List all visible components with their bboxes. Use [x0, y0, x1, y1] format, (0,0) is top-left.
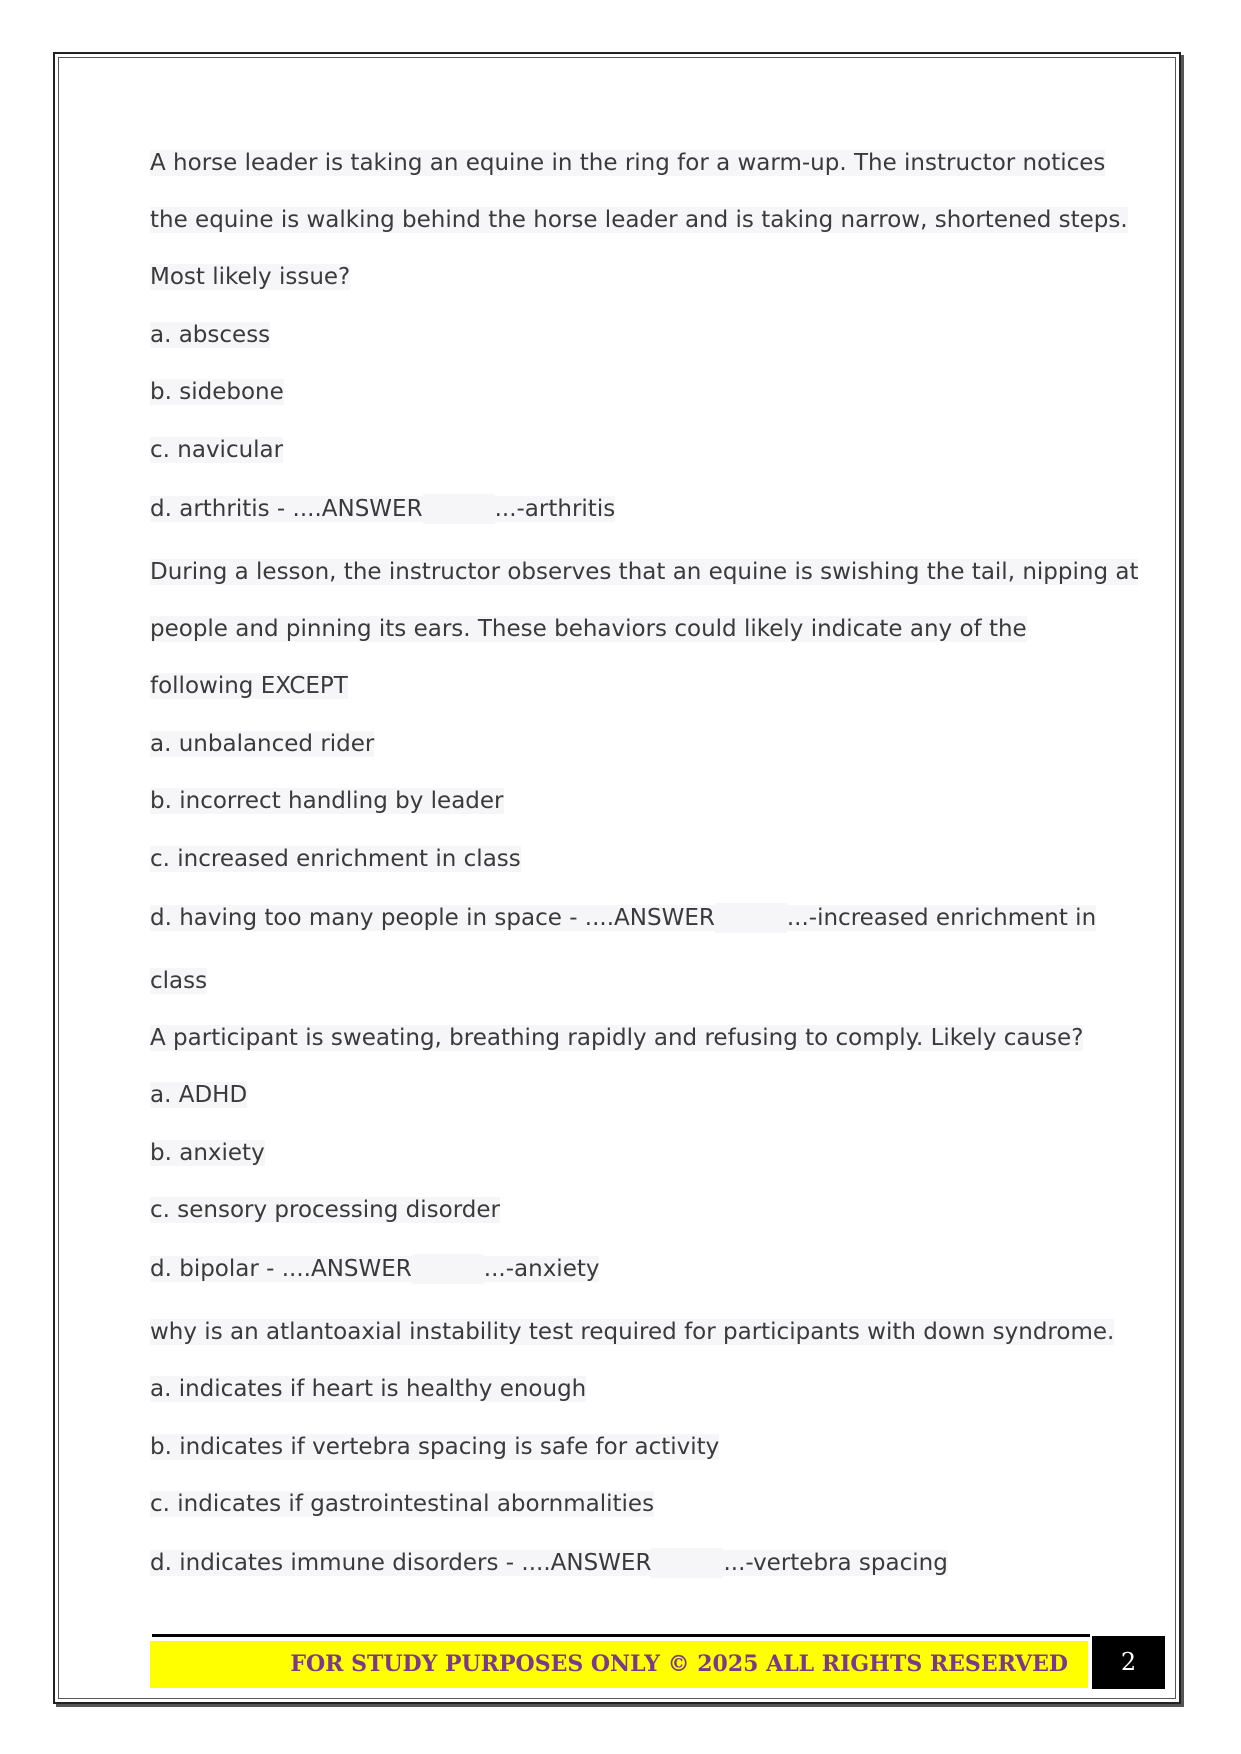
question-3-stem-line-1: A participant is sweating, breathing rapidly and refusing to comply. Likely cause? [150, 1025, 1084, 1051]
question-2-stem-line-1: During a lesson, the instructor observes that an equine is swishing the tail, nipping at [150, 559, 1139, 585]
question-2-option-a: a. unbalanced rider [150, 731, 375, 757]
question-2-stem-line-3: following EXCEPT [150, 673, 348, 699]
question-2-stem-line-2: people and pinning its ears. These behaviors could likely indicate any of the [150, 616, 1027, 642]
question-3-answer: ...-anxiety [483, 1256, 600, 1282]
question-1-option-d-answer: d. arthritis - ....ANSWER ...-arthritis [150, 496, 616, 522]
question-2-option-d-answer: d. having too many people in space - ....ANSWER ...-increased enrichment in [150, 905, 1097, 931]
page-number: 2 [1092, 1636, 1165, 1689]
question-1-stem-line-1: A horse leader is taking an equine in the ring for a warm-up. The instructor notices [150, 150, 1106, 176]
question-2-option-b: b. incorrect handling by leader [150, 788, 504, 814]
question-4-option-a: a. indicates if heart is healthy enough [150, 1376, 587, 1402]
question-3-option-c: c. sensory processing disorder [150, 1197, 500, 1223]
question-4-answer: ...-vertebra spacing [723, 1550, 948, 1576]
question-2-option-c: c. increased enrichment in class [150, 846, 521, 872]
question-3-option-d-answer: d. bipolar - ....ANSWER ...-anxiety [150, 1256, 600, 1282]
question-2-answer-cont: class [150, 968, 208, 994]
question-1-option-a: a. abscess [150, 322, 271, 348]
question-3-option-b: b. anxiety [150, 1140, 265, 1166]
footer-copyright: FOR STUDY PURPOSES ONLY © 2025 ALL RIGHTS RESERVED [150, 1641, 1088, 1688]
question-1-stem-line-3: Most likely issue? [150, 264, 351, 290]
question-4-option-c: c. indicates if gastrointestinal abornmalities [150, 1491, 655, 1517]
question-1-stem-line-2: the equine is walking behind the horse leader and is taking narrow, shortened steps. [150, 207, 1128, 233]
question-1-option-c: c. navicular [150, 437, 284, 463]
question-4-stem-line-1: why is an atlantoaxial instability test required for participants with down syndrome. [150, 1319, 1115, 1345]
question-2-answer: ...-increased enrichment in [786, 905, 1097, 931]
question-1-answer: ...-arthritis [494, 496, 616, 522]
question-3-option-a: a. ADHD [150, 1082, 248, 1108]
footer-rule [152, 1634, 1090, 1637]
question-4-option-d-answer: d. indicates immune disorders - ....ANSWER ...-vertebra spacing [150, 1550, 948, 1576]
question-1-option-b: b. sidebone [150, 379, 284, 405]
question-4-option-b: b. indicates if vertebra spacing is safe for activity [150, 1434, 720, 1460]
